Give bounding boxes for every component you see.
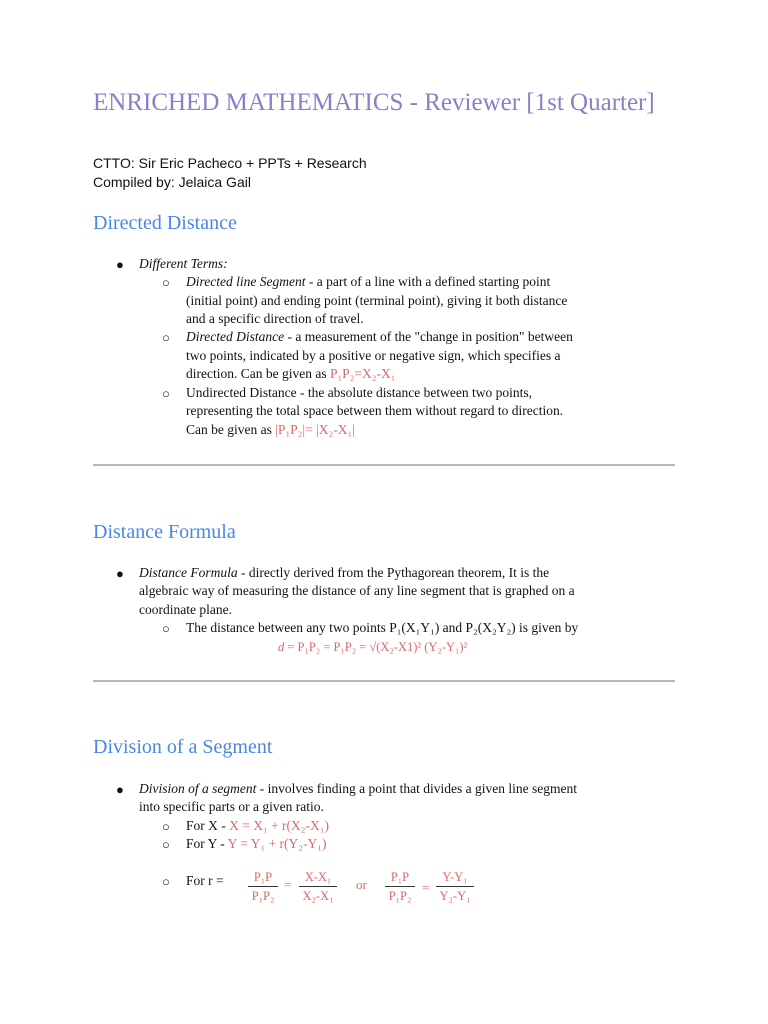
hollow-bullet-icon: ○ (162, 819, 170, 834)
fraction-numerator: Y-Y₁ (442, 870, 468, 884)
term-text: - a measurement of the "change in position" between (284, 329, 573, 344)
term-line (186, 817, 329, 835)
bullet-text: coordinate plane. (139, 602, 232, 617)
hollow-bullet-icon: ○ (162, 275, 170, 290)
fraction-denominator: P₁P₂ (388, 889, 412, 903)
term-line: Undirected Distance - the absolute distance between two points, (186, 385, 533, 400)
fraction-numerator: X-X₁ (304, 870, 332, 884)
term-line (186, 365, 395, 383)
term-line (186, 328, 573, 346)
bullet-text (139, 780, 577, 798)
bullet-text: Different Terms: (139, 256, 228, 271)
credit-line: CTTO: Sir Eric Pacheco + PPTs + Research (93, 155, 367, 171)
fraction-bar (385, 886, 415, 887)
fraction-bar (299, 886, 337, 887)
bullet-text: algebraic way of measuring the distance of any line segment that is graphed on a (139, 583, 575, 598)
filled-bullet-icon: ● (116, 257, 124, 272)
term-text: For X - (186, 818, 230, 833)
bullet-text (139, 564, 549, 582)
term-line: two points, indicated by a positive or negative sign, which specifies a (186, 348, 561, 363)
formula: = P₁P₂ = P₁P₂ = √(X₂-X1)² (Y₂-Y₁)² (284, 640, 468, 654)
fraction-numerator: P₁P (390, 870, 410, 884)
fraction-denominator: Y₂-Y₁ (439, 889, 471, 903)
term-line: and a specific direction of travel. (186, 311, 364, 326)
section-divider (93, 680, 675, 682)
formula: P₁P₂=X₂-X₁ (329, 366, 396, 381)
term-text: For Y - (186, 836, 228, 851)
hollow-bullet-icon: ○ (162, 386, 170, 401)
term-line (186, 273, 550, 291)
formula: |P₁P₂|= |X₂-X₁| (275, 422, 355, 437)
term-name: Directed Distance (186, 329, 285, 344)
fraction-numerator: P₁P (253, 870, 273, 884)
term-line: For r = (186, 873, 224, 888)
fraction-denominator: X₂-X₁ (302, 889, 334, 903)
term-line: (initial point) and ending point (terminal point), giving it both distance (186, 293, 568, 308)
equals-sign: = (284, 877, 292, 892)
section-heading-directed-distance: Directed Distance (93, 212, 237, 234)
hollow-bullet-icon: ○ (162, 330, 170, 345)
hollow-bullet-icon: ○ (162, 621, 170, 636)
formula-variable: d (278, 640, 285, 654)
filled-bullet-icon: ● (116, 566, 124, 581)
term-line (186, 421, 355, 439)
term-text: direction. Can be given as (186, 366, 330, 381)
equals-sign: = (422, 880, 430, 895)
page-title: ENRICHED MATHEMATICS - Reviewer [1st Quarter] (93, 89, 655, 116)
hollow-bullet-icon: ○ (162, 874, 170, 889)
fraction-bar (436, 886, 474, 887)
fraction (385, 869, 415, 904)
term-text: - involves finding a point that divides a given line segment (256, 781, 577, 796)
bullet-text: into specific parts or a given ratio. (139, 799, 324, 814)
term-text: Can be given as (186, 422, 276, 437)
term-name: Distance Formula (139, 565, 238, 580)
term-text: - a part of a line with a defined starting point (305, 274, 551, 289)
formula: Y = Y₁ + r(Y₂-Y₁) (227, 836, 327, 851)
term-line: representing the total space between them without regard to direction. (186, 403, 564, 418)
fraction-bar (248, 886, 278, 887)
term-line: The distance between any two points P₁(X₁Y₁) and P₂(X₂Y₂) is given by (186, 620, 579, 635)
term-name: Division of a segment (139, 781, 257, 796)
filled-bullet-icon: ● (116, 782, 124, 797)
hollow-bullet-icon: ○ (162, 837, 170, 852)
fraction (299, 869, 337, 904)
fraction (436, 869, 474, 904)
term-line (186, 835, 326, 853)
formula: X = X₁ + r(X₂-X₁) (229, 818, 329, 833)
section-heading-distance-formula: Distance Formula (93, 521, 236, 543)
term-name: Directed line Segment (186, 274, 306, 289)
or-word: or (356, 877, 367, 892)
compiled-by-line: Compiled by: Jelaica Gail (93, 174, 251, 190)
distance-formula (278, 638, 467, 656)
term-text: - directly derived from the Pythagorean theorem, It is the (237, 565, 550, 580)
fraction-denominator: P₁P₂ (251, 889, 275, 903)
section-heading-division-of-segment: Division of a Segment (93, 736, 273, 758)
section-divider (93, 464, 675, 466)
fraction (248, 869, 278, 904)
